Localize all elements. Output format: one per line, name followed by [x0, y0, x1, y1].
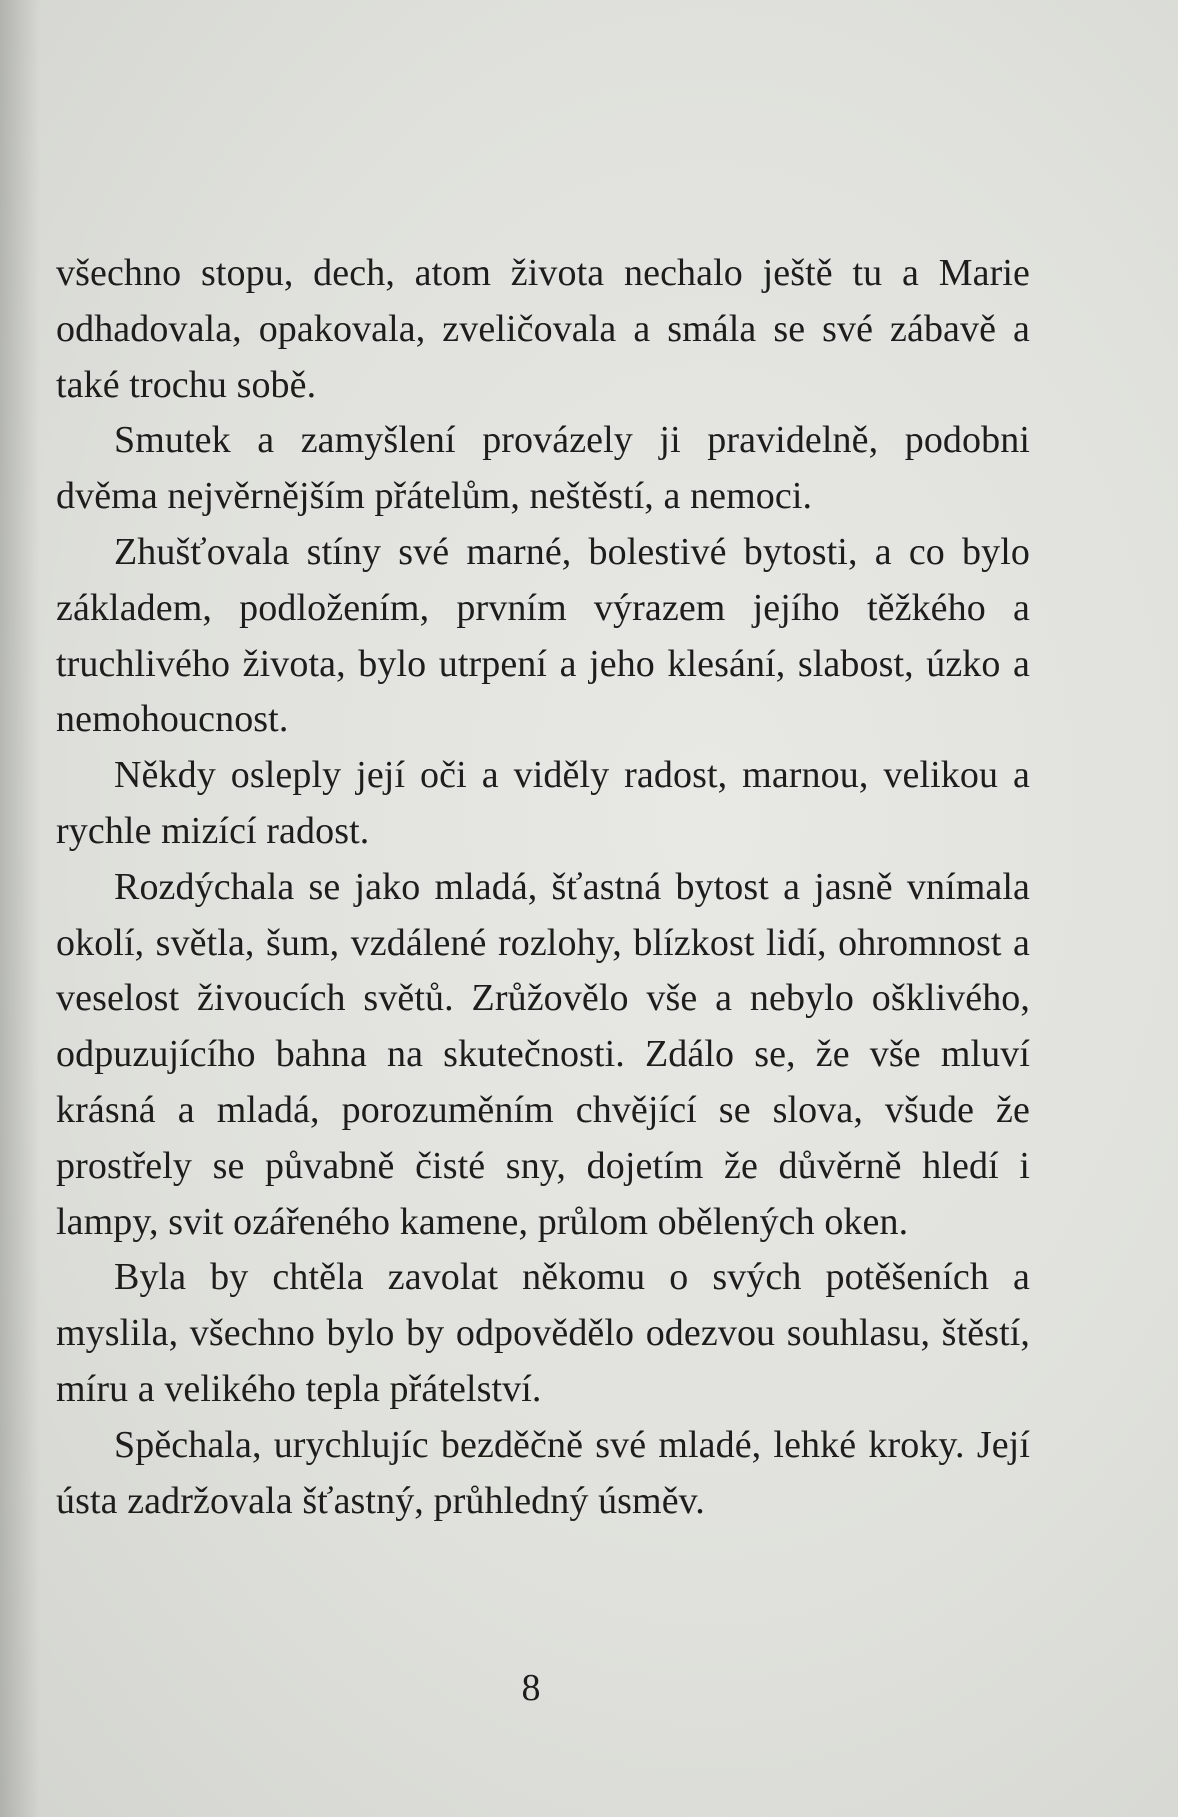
- paragraph: Byla by chtěla zavolat někomu o svých potěšeních a myslila, všechno bylo by odpovědělo odezvou souhlasu, štěstí, míru a velikého tepla přátelství.: [56, 1256, 1030, 1410]
- paragraph: Rozdýchala se jako mladá, šťastná bytost a jasně vnímala okolí, světla, šum, vzdálené rozlohy, blízkost lidí, ohromnost a veselost živoucích světů. Zrůžovělo vše a nebylo ošklivého, odpuzujícího bahna na skutečnosti. Zdálo se, že vše mluví krásná a mladá, porozuměním chvějící se slova, všude že prostřely se půvabně čisté sny, dojetím že důvěrně hledí i lampy, svit ozářeného kamene, průlom obělených oken.: [56, 865, 1030, 1243]
- paragraph: Někdy osleply její oči a viděly radost, marnou, velikou a rychle mizící radost.: [56, 754, 1030, 852]
- page-number: 8: [521, 1667, 541, 1709]
- paragraph: Spěchala, urychlujíc bezděčně své mladé, lehké kroky. Její ústa zadržovala šťastný, průhledný úsměv.: [56, 1423, 1030, 1522]
- paragraph-continuation: všechno stopu, dech, atom života nechalo ještě tu a Marie odhadovala, opakovala, zveličovala a smála se své zábavě a také trochu sobě.: [56, 252, 1030, 406]
- paragraph: Smutek a zamyšlení provázely ji pravidelně, podobni dvěma nejvěrnějším přátelům, neštěstí, a nemoci.: [56, 419, 1030, 518]
- body-text: [56, 246, 1030, 1529]
- paragraph: Zhušťovala stíny své marné, bolestivé bytosti, a co bylo základem, podložením, prvním výrazem jejího těžkého a truchlivého života, bylo utrpení a jeho klesání, slabost, úzko a nemohoucnost.: [56, 530, 1030, 741]
